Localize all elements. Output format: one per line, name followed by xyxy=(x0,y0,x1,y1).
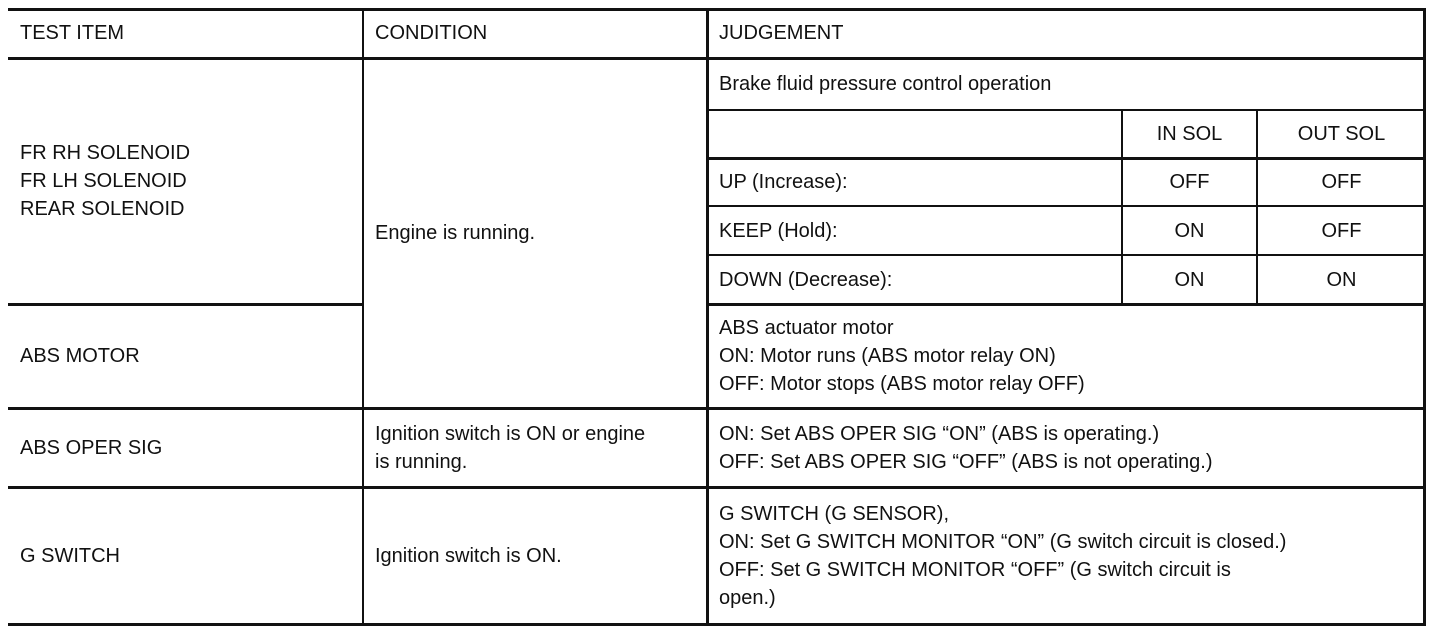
test-item-table xyxy=(8,8,1426,626)
judgement-line: ON: Motor runs (ABS motor relay ON) xyxy=(719,345,1056,367)
header-divider xyxy=(8,57,1426,60)
condition-line: is running. xyxy=(375,450,468,473)
header-test-item xyxy=(8,8,363,58)
solenoid-items xyxy=(8,58,363,304)
in-sol-header xyxy=(1122,110,1257,158)
abs-oper-sig-item xyxy=(8,408,363,487)
judgement-line: OFF: Motor stops (ABS motor relay OFF) xyxy=(719,373,1085,395)
header-condition-text: CONDITION xyxy=(375,22,488,44)
header-condition xyxy=(363,8,707,58)
state-up-label xyxy=(707,158,1122,206)
state-up-label-text: UP (Increase): xyxy=(719,171,848,193)
out-sol-header xyxy=(1257,110,1426,158)
state-down-in-sol-text: ON xyxy=(1174,268,1205,291)
border-bottom xyxy=(8,623,1426,626)
state-down-out-sol-text: ON xyxy=(1326,268,1357,291)
judgement-line: OFF: Set ABS OPER SIG “OFF” (ABS is not operating.) xyxy=(719,450,1213,473)
subtable-divider xyxy=(1121,109,1123,304)
engine-running-condition-text: Engine is running. xyxy=(375,222,536,244)
out-sol-header-text: OUT SOL xyxy=(1297,123,1386,145)
header-judgement xyxy=(707,8,1426,58)
engine-running-condition xyxy=(363,58,707,408)
state-keep-label xyxy=(707,206,1122,255)
row-divider xyxy=(8,407,1426,410)
g-switch-judgement xyxy=(707,487,1426,624)
judgement-line: ON: Set G SWITCH MONITOR “ON” (G switch circuit is closed.) xyxy=(719,530,1287,553)
state-down-in-sol xyxy=(1122,255,1257,304)
abs-oper-sig-item-text: ABS OPER SIG xyxy=(20,436,163,459)
solenoid-item: FR LH SOLENOID xyxy=(20,170,187,192)
abs-oper-sig-condition xyxy=(363,408,707,487)
state-keep-label-text: KEEP (Hold): xyxy=(719,219,838,242)
solenoid-judgement-title xyxy=(707,58,1426,110)
judgement-line: OFF: Set G SWITCH MONITOR “OFF” (G switch circuit is xyxy=(719,558,1231,581)
state-keep-in-sol xyxy=(1122,206,1257,255)
state-divider xyxy=(707,254,1426,256)
row-divider xyxy=(707,303,1426,306)
column-divider xyxy=(706,8,709,626)
state-up-out-sol xyxy=(1257,158,1426,206)
condition-line: Ignition switch is ON or engine xyxy=(375,422,646,445)
g-switch-item xyxy=(8,487,363,624)
abs-motor-judgement xyxy=(707,304,1426,408)
solenoid-item: REAR SOLENOID xyxy=(20,198,185,220)
state-up-out-sol-text: OFF xyxy=(1321,171,1362,193)
state-up-in-sol xyxy=(1122,158,1257,206)
state-down-label xyxy=(707,255,1122,304)
judgement-line: open.) xyxy=(719,586,776,609)
solenoid-item: FR RH SOLENOID xyxy=(20,142,191,164)
state-down-label-text: DOWN (Decrease): xyxy=(719,268,893,291)
column-divider xyxy=(362,8,364,626)
state-keep-out-sol-text: OFF xyxy=(1321,219,1362,242)
in-sol-header-text: IN SOL xyxy=(1156,123,1223,145)
state-keep-in-sol-text: ON xyxy=(1174,219,1205,242)
state-up-in-sol-text: OFF xyxy=(1169,171,1210,193)
abs-motor-item xyxy=(8,304,363,408)
row-divider xyxy=(8,486,1426,489)
header-judgement-text: JUDGEMENT xyxy=(719,22,844,44)
abs-oper-sig-judgement xyxy=(707,408,1426,487)
state-keep-out-sol xyxy=(1257,206,1426,255)
abs-motor-item-text: ABS MOTOR xyxy=(20,345,140,367)
border-right xyxy=(1423,8,1426,626)
g-switch-condition xyxy=(363,487,707,624)
judgement-line: G SWITCH (G SENSOR), xyxy=(719,502,949,525)
judgement-line: ABS actuator motor xyxy=(719,317,894,339)
state-down-out-sol xyxy=(1257,255,1426,304)
subtable-divider xyxy=(1256,109,1258,304)
solenoid-judgement-title-text: Brake fluid pressure control operation xyxy=(719,73,1052,95)
g-switch-item-text: G SWITCH xyxy=(20,544,120,567)
row-divider xyxy=(8,303,363,306)
header-test-item-text: TEST ITEM xyxy=(20,22,125,44)
judgement-line: ON: Set ABS OPER SIG “ON” (ABS is operating.) xyxy=(719,422,1160,445)
subtable-header-divider xyxy=(707,157,1426,160)
g-switch-condition-text: Ignition switch is ON. xyxy=(375,544,562,567)
border-top xyxy=(8,8,1426,11)
judgement-title-divider xyxy=(707,109,1426,111)
state-divider xyxy=(707,205,1426,207)
